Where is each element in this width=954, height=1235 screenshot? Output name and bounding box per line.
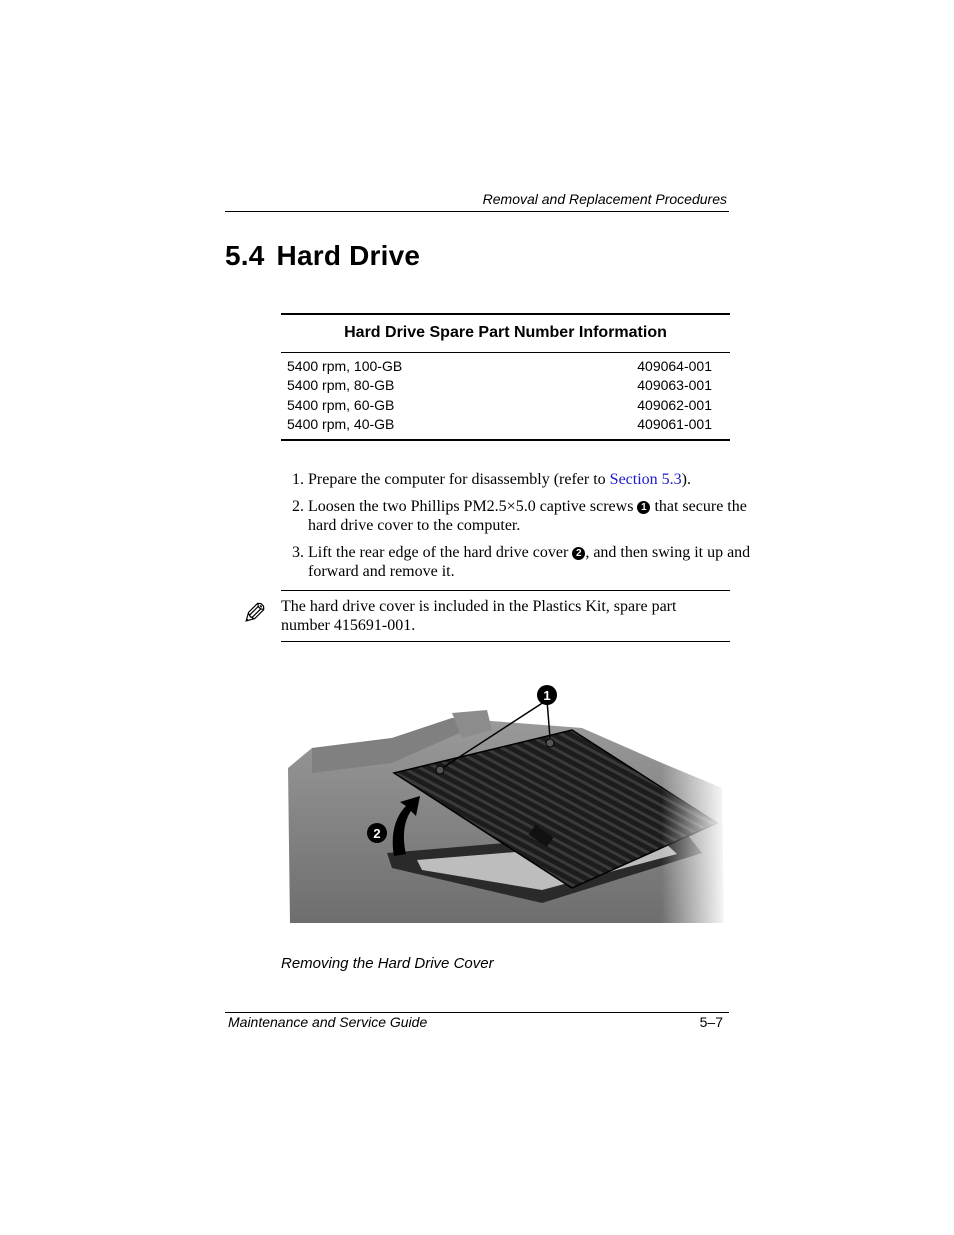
step-3 <box>308 543 756 581</box>
row-part-number: 409062-001 <box>637 396 712 413</box>
step-2 <box>308 497 756 535</box>
row-description: 5400 rpm, 80-GB <box>287 377 395 394</box>
pencil-note-icon: ✎ <box>242 597 268 632</box>
section-title-text: Hard Drive <box>276 240 421 271</box>
footer-rule <box>225 1012 729 1013</box>
hard-drive-cover-illustration <box>282 678 728 928</box>
row-description: 5400 rpm, 60-GB <box>287 396 395 413</box>
procedure-steps <box>281 470 756 589</box>
table-row <box>281 376 730 396</box>
step-text: Lift the rear edge of the hard drive cover <box>308 544 573 561</box>
section-5-3-link[interactable]: Section 5.3 <box>609 471 682 488</box>
table-row <box>281 353 730 376</box>
running-head: Removal and Replacement Procedures <box>482 191 727 207</box>
note-text: The hard drive cover is included in the Plastics Kit, spare part number 415691-001. <box>281 598 677 634</box>
row-part-number: 409064-001 <box>637 357 712 374</box>
step-1 <box>308 470 756 489</box>
spare-part-table <box>281 313 730 441</box>
callout-1-icon: 1 <box>637 501 650 514</box>
note-rule-top <box>281 590 730 591</box>
callout-2-icon: 2 <box>572 547 585 560</box>
footer-guide-title: Maintenance and Service Guide <box>228 1014 428 1030</box>
table-row <box>281 415 730 441</box>
step-text: Prepare the computer for disassembly (refer to <box>308 471 610 488</box>
table-title: Hard Drive Spare Part Number Information <box>281 314 730 353</box>
step-text: , and then swing it up and forward and remove it. <box>308 544 751 580</box>
section-title <box>225 240 420 272</box>
figure-fade <box>282 678 728 928</box>
row-description: 5400 rpm, 40-GB <box>281 415 534 441</box>
step-text: that secure the hard drive cover to the computer. <box>308 498 747 534</box>
step-text: Loosen the two Phillips PM2.5×5.0 captive screws <box>308 498 638 515</box>
figure-caption: Removing the Hard Drive Cover <box>281 955 494 972</box>
section-number: 5.4 <box>225 240 265 271</box>
table-row <box>281 395 730 415</box>
footer-page-number: 5–7 <box>699 1014 723 1030</box>
note-rule-bottom <box>281 641 730 642</box>
header-rule <box>225 211 729 212</box>
row-part-number: 409063-001 <box>637 377 712 394</box>
row-description: 5400 rpm, 100-GB <box>287 357 403 374</box>
step-text: ). <box>681 471 691 488</box>
row-part-number: 409061-001 <box>534 415 730 441</box>
